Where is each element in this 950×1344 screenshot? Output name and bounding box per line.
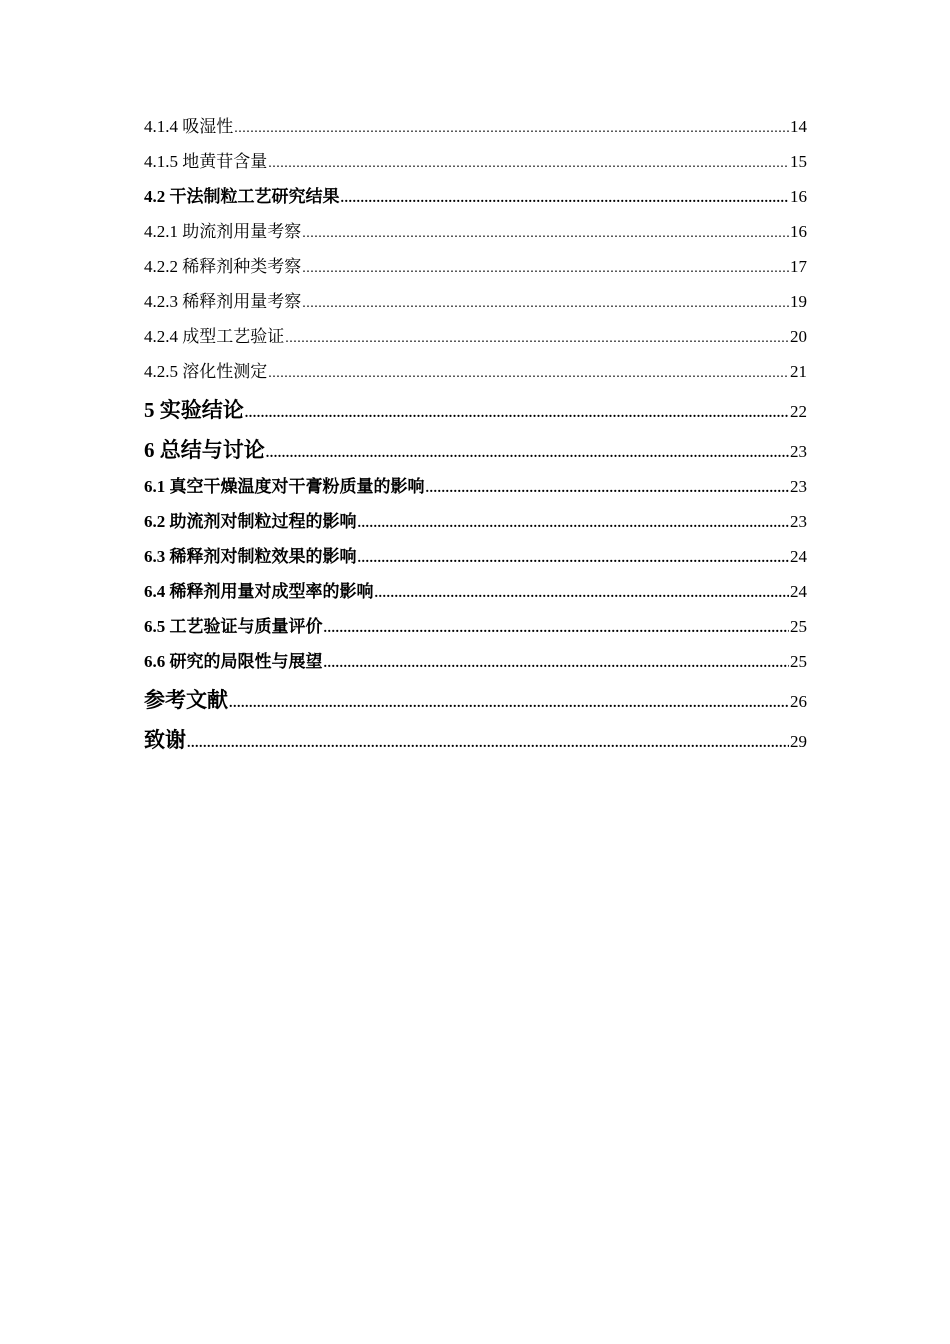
toc-entry-label: 6.1 真空干燥温度对干膏粉质量的影响 bbox=[144, 477, 425, 496]
toc-entry-label: 致谢 bbox=[144, 728, 186, 752]
toc-leader-dots bbox=[302, 219, 789, 249]
toc-entry-label: 4.2.5 溶化性测定 bbox=[144, 362, 268, 381]
toc-entry[interactable] bbox=[144, 287, 807, 322]
toc-entry-label: 4.1.4 吸湿性 bbox=[144, 117, 234, 136]
toc-leader-dots bbox=[426, 474, 790, 504]
toc-entry-label: 4.2 干法制粒工艺研究结果 bbox=[144, 187, 340, 206]
toc-entry-label: 6.6 研究的局限性与展望 bbox=[144, 652, 323, 671]
toc-entry[interactable] bbox=[144, 147, 807, 182]
toc-leader-dots bbox=[358, 509, 790, 539]
toc-entry-page: 16 bbox=[790, 187, 807, 206]
toc-entry[interactable] bbox=[144, 112, 807, 147]
toc-entry-page: 25 bbox=[790, 652, 807, 671]
toc-entry-label: 参考文献 bbox=[144, 688, 228, 712]
toc-entry-label: 5 实验结论 bbox=[144, 398, 244, 422]
toc-entry-page: 23 bbox=[790, 512, 807, 531]
toc-entry-label: 4.2.4 成型工艺验证 bbox=[144, 327, 285, 346]
toc-leader-dots bbox=[245, 396, 789, 432]
toc-leader-dots bbox=[341, 184, 790, 214]
toc-entry-page: 17 bbox=[790, 257, 807, 276]
toc-entry-page: 25 bbox=[790, 617, 807, 636]
toc-entry[interactable] bbox=[144, 392, 807, 432]
toc-leader-dots bbox=[375, 579, 790, 609]
toc-entry[interactable] bbox=[144, 542, 807, 577]
toc-entry-page: 16 bbox=[790, 222, 807, 241]
toc-leader-dots bbox=[266, 436, 789, 472]
toc-entry-page: 21 bbox=[790, 362, 807, 381]
toc-entry-page: 20 bbox=[790, 327, 807, 346]
toc-entry[interactable] bbox=[144, 252, 807, 287]
toc-entry-label: 6.2 助流剂对制粒过程的影响 bbox=[144, 512, 357, 531]
toc-entry-label: 6.4 稀释剂用量对成型率的影响 bbox=[144, 582, 374, 601]
toc-leader-dots bbox=[324, 649, 790, 679]
toc-leader-dots bbox=[324, 614, 790, 644]
toc-leader-dots bbox=[358, 544, 790, 574]
toc-entry-page: 14 bbox=[790, 117, 807, 136]
toc-entry-label: 6.5 工艺验证与质量评价 bbox=[144, 617, 323, 636]
toc-leader-dots bbox=[234, 114, 789, 144]
toc-entry[interactable] bbox=[144, 577, 807, 612]
toc-entry-page: 15 bbox=[790, 152, 807, 171]
toc-entry[interactable] bbox=[144, 357, 807, 392]
toc-entry-label: 6.3 稀释剂对制粒效果的影响 bbox=[144, 547, 357, 566]
toc-entry-page: 29 bbox=[790, 732, 807, 751]
toc-leader-dots bbox=[229, 686, 789, 722]
toc-entry[interactable] bbox=[144, 682, 807, 722]
toc-entry[interactable] bbox=[144, 182, 807, 217]
toc-entry[interactable] bbox=[144, 432, 807, 472]
toc-entry[interactable] bbox=[144, 472, 807, 507]
toc-entry-page: 22 bbox=[790, 402, 807, 421]
toc-entry-page: 24 bbox=[790, 582, 807, 601]
toc-leader-dots bbox=[268, 359, 789, 389]
toc-entry-page: 23 bbox=[790, 442, 807, 461]
toc-entry-page: 19 bbox=[790, 292, 807, 311]
toc-entry[interactable] bbox=[144, 647, 807, 682]
toc-entry-page: 26 bbox=[790, 692, 807, 711]
toc-entry[interactable] bbox=[144, 722, 807, 762]
toc-entry-page: 23 bbox=[790, 477, 807, 496]
toc-entry[interactable] bbox=[144, 507, 807, 542]
toc-entry[interactable] bbox=[144, 217, 807, 252]
toc-entry-label: 6 总结与讨论 bbox=[144, 438, 265, 462]
toc-entry[interactable] bbox=[144, 612, 807, 647]
toc-entry-label: 4.1.5 地黄苷含量 bbox=[144, 152, 268, 171]
toc-entry-page: 24 bbox=[790, 547, 807, 566]
toc-entry-label: 4.2.1 助流剂用量考察 bbox=[144, 222, 302, 241]
toc-leader-dots bbox=[187, 726, 789, 762]
toc-entry[interactable] bbox=[144, 322, 807, 357]
toc-leader-dots bbox=[268, 149, 789, 179]
toc-entry-label: 4.2.2 稀释剂种类考察 bbox=[144, 257, 302, 276]
table-of-contents bbox=[144, 112, 807, 762]
toc-entry-label: 4.2.3 稀释剂用量考察 bbox=[144, 292, 302, 311]
toc-leader-dots bbox=[285, 324, 789, 354]
toc-leader-dots bbox=[302, 254, 789, 284]
toc-leader-dots bbox=[302, 289, 789, 319]
